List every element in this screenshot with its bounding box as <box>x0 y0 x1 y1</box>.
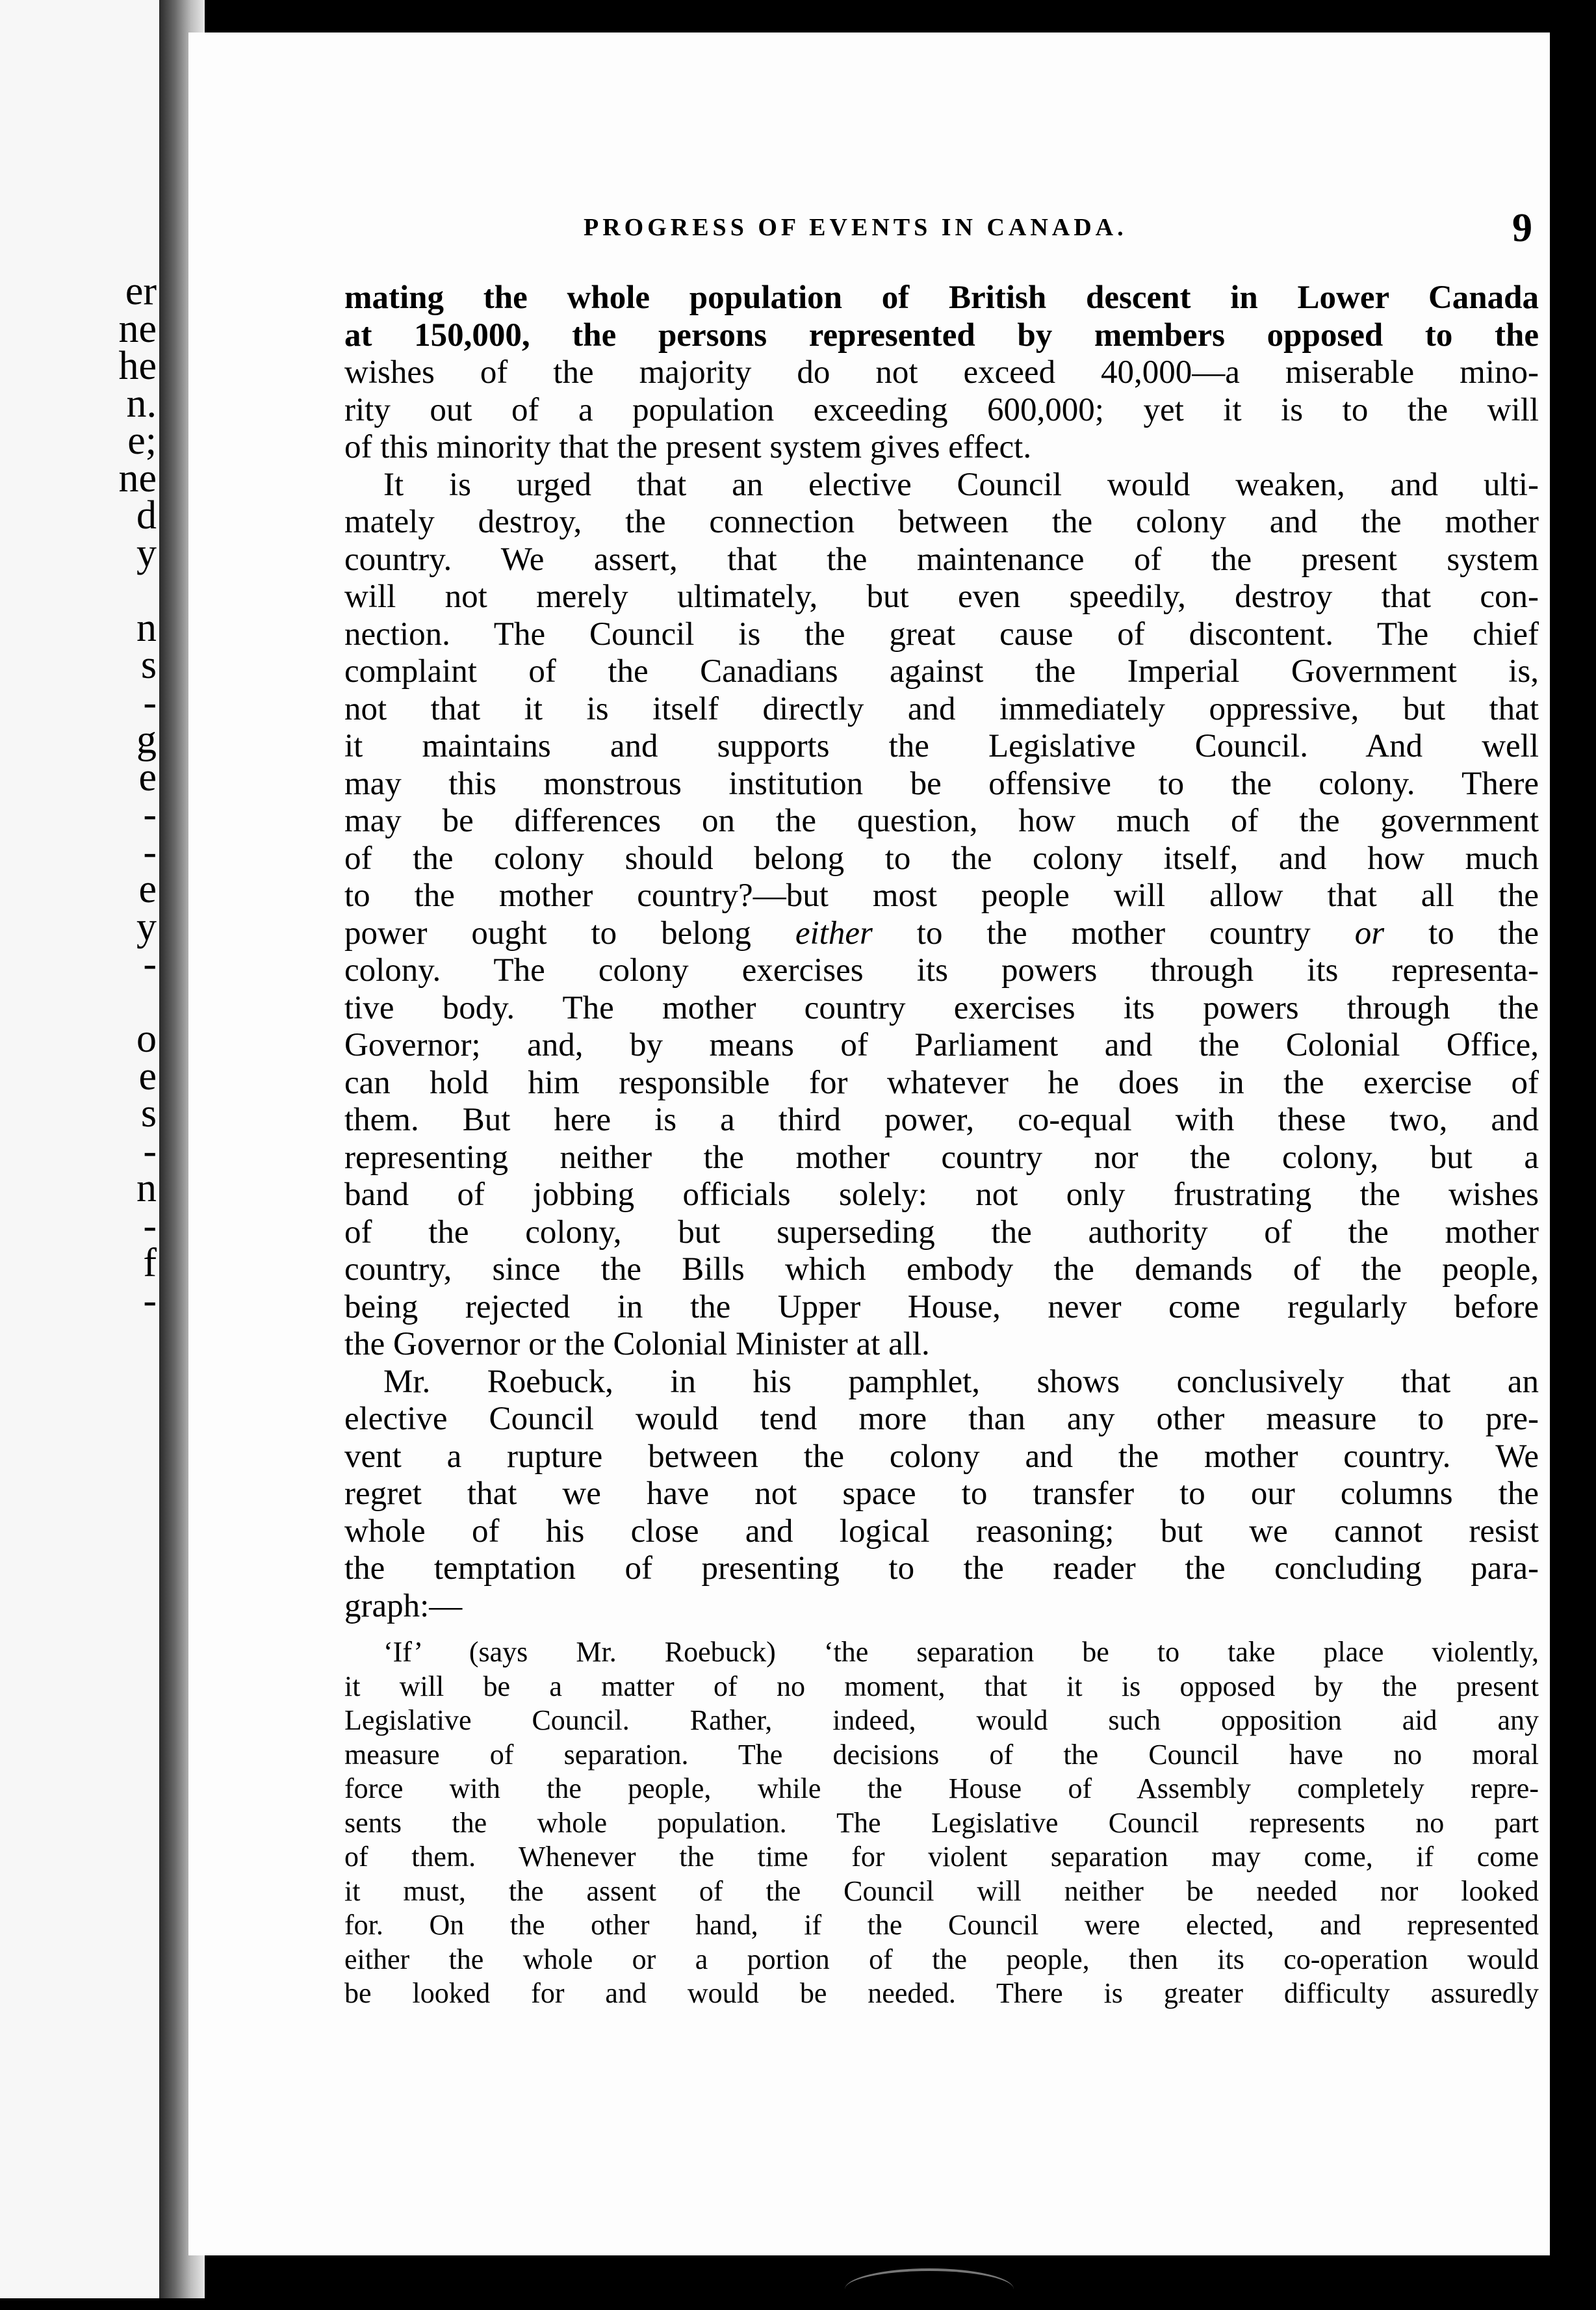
quote-line: force with the people, while the House of Assembly completely repre- <box>344 1772 1539 1804</box>
left-fragment-line: n <box>136 1166 157 1210</box>
text-line: mately destroy, the connection between the colony and the mother <box>344 504 1539 540</box>
text-line: vent a rupture between the colony and the mother country. We <box>344 1438 1539 1475</box>
text-line: them. But here is a third power, co-equal with these two, and <box>344 1102 1539 1138</box>
quote-line: either the whole or a portion of the people, then its co-operation would <box>344 1943 1539 1975</box>
left-fragment-line: er <box>125 269 157 313</box>
text-line: can hold him responsible for whatever he does in the exercise of <box>344 1064 1539 1101</box>
text-line: It is urged that an elective Council would weaken, and ulti- <box>383 466 1539 503</box>
page <box>188 32 1550 2255</box>
left-fragment-line: e <box>138 867 157 911</box>
quote-line: be looked for and would be needed. There is greater difficulty assuredly <box>344 1977 1539 2009</box>
running-title: PROGRESS OF EVENTS IN CANADA. <box>584 214 1127 241</box>
text-line: to the mother country?—but most people will allow that all the <box>344 877 1539 914</box>
text-line: band of jobbing officials solely: not only frustrating the wishes <box>344 1176 1539 1213</box>
left-fragment-line: e; <box>127 419 157 463</box>
left-fragment-line: e <box>138 1054 157 1098</box>
left-fragment-line <box>79 572 157 610</box>
left-fragment-line: o <box>136 1017 157 1061</box>
text-line: whole of his close and logical reasoning; but we cannot resist <box>344 1512 1539 1550</box>
page-edge-mark <box>845 2268 1014 2310</box>
text-line: may this monstrous institution be offensive to the colony. There <box>344 765 1539 802</box>
left-fragment-line: f <box>143 1241 157 1285</box>
left-fragment-line: - <box>143 792 157 837</box>
text-line: nection. The Council is the great cause of discontent. The chief <box>344 616 1539 653</box>
left-fragment-line: d <box>136 493 157 538</box>
text-line: Mr. Roebuck, in his pamphlet, shows conclusively that an <box>383 1363 1539 1400</box>
block-quote <box>344 1635 1539 2011</box>
text-line: mating the whole population of British descent in Lower Canada <box>344 279 1539 316</box>
text-line: wishes of the majority do not exceed 40,000—a miserable mino- <box>344 354 1539 391</box>
page-header <box>584 208 1539 260</box>
text-line: Governor; and, by means of Parliament and the Colonial Office, <box>344 1027 1539 1063</box>
quote-line: measure of separation. The decisions of the Council have no moral <box>344 1738 1539 1771</box>
left-fragment-line: n. <box>126 381 157 426</box>
paragraph <box>344 279 1539 467</box>
text-line: being rejected in the Upper House, never come regularly before <box>344 1288 1539 1325</box>
text-line: rity out of a population exceeding 600,000; yet it is to the will <box>344 391 1539 428</box>
left-fragment-line: - <box>143 680 157 725</box>
left-fragment-line: n <box>136 605 157 650</box>
left-page-text-fragments <box>79 269 157 1323</box>
left-fragment-line: s <box>140 643 157 687</box>
text-line: may be differences on the question, how much of the government <box>344 803 1539 839</box>
text-line: complaint of the Canadians against the Imperial Government is, <box>344 653 1539 690</box>
left-fragment-line: - <box>143 829 157 874</box>
text-line: not that it is itself directly and immediately oppressive, but that <box>344 690 1539 727</box>
text-line: power ought to belong either to the mother country or to the <box>344 915 1539 952</box>
text-line: representing neither the mother country nor the colony, but a <box>344 1139 1539 1176</box>
text-line: of the colony should belong to the colony itself, and how much <box>344 840 1539 877</box>
paragraph <box>344 1364 1539 1626</box>
text-line: will not merely ultimately, but even speedily, destroy that con- <box>344 578 1539 615</box>
text-line: graph:— <box>344 1587 463 1624</box>
text-line: country, since the Bills which embody the demands of the people, <box>344 1251 1539 1288</box>
quote-line: of them. Whenever the time for violent separation may come, if come <box>344 1841 1539 1873</box>
left-fragment-line: y <box>136 904 157 949</box>
paragraph <box>344 467 1539 1364</box>
text-line: it maintains and supports the Legislative Council. And well <box>344 728 1539 764</box>
left-fragment-line: ne <box>118 306 157 351</box>
text-line: colony. The colony exercises its powers through its representa- <box>344 952 1539 989</box>
quote-line: it will be a matter of no moment, that it is opposed by the present <box>344 1670 1539 1702</box>
text-line: the Governor or the Colonial Minister at all. <box>344 1326 930 1362</box>
text-line: at 150,000, the persons represented by members opposed to the <box>344 317 1539 354</box>
left-fragment-line <box>79 983 157 1021</box>
left-fragment-line: y <box>136 530 157 575</box>
text-line: of this minority that the present system gives effect. <box>344 429 1032 465</box>
quote-line: for. On the other hand, if the Council were elected, and represented <box>344 1909 1539 1941</box>
left-fragment-line: - <box>143 1128 157 1173</box>
left-fragment-line: - <box>143 1203 157 1248</box>
quote-line: Legislative Council. Rather, indeed, would such opposition aid any <box>344 1704 1539 1736</box>
quote-line: ‘If’ (says Mr. Roebuck) ‘the separation be to take place violently, <box>383 1636 1539 1668</box>
quote-line: sents the whole population. The Legislative Council represents no part <box>344 1806 1539 1839</box>
text-line: tive body. The mother country exercises its powers through the <box>344 989 1539 1026</box>
quote-line: it must, the assent of the Council will neither be needed nor looked <box>344 1875 1539 1907</box>
left-fragment-line: s <box>140 1091 157 1136</box>
left-fragment-line: g <box>136 718 157 762</box>
left-fragment-line: e <box>138 755 157 799</box>
text-line: regret that we have not space to transfer to our columns the <box>344 1475 1539 1512</box>
page-number: 9 <box>1512 206 1532 250</box>
left-fragment-line: - <box>143 942 157 986</box>
body-text <box>344 279 1539 2011</box>
left-fragment-line: he <box>118 344 157 388</box>
text-line: the temptation of presenting to the reader the concluding para- <box>344 1550 1539 1587</box>
left-fragment-line: - <box>143 1278 157 1323</box>
text-line: of the colony, but superseding the authority of the mother <box>344 1213 1539 1251</box>
text-line: elective Council would tend more than any other measure to pre- <box>344 1401 1539 1437</box>
left-fragment-line: ne <box>118 456 157 500</box>
text-line: country. We assert, that the maintenance of the present system <box>344 541 1539 578</box>
left-page-fragment <box>0 0 159 2298</box>
